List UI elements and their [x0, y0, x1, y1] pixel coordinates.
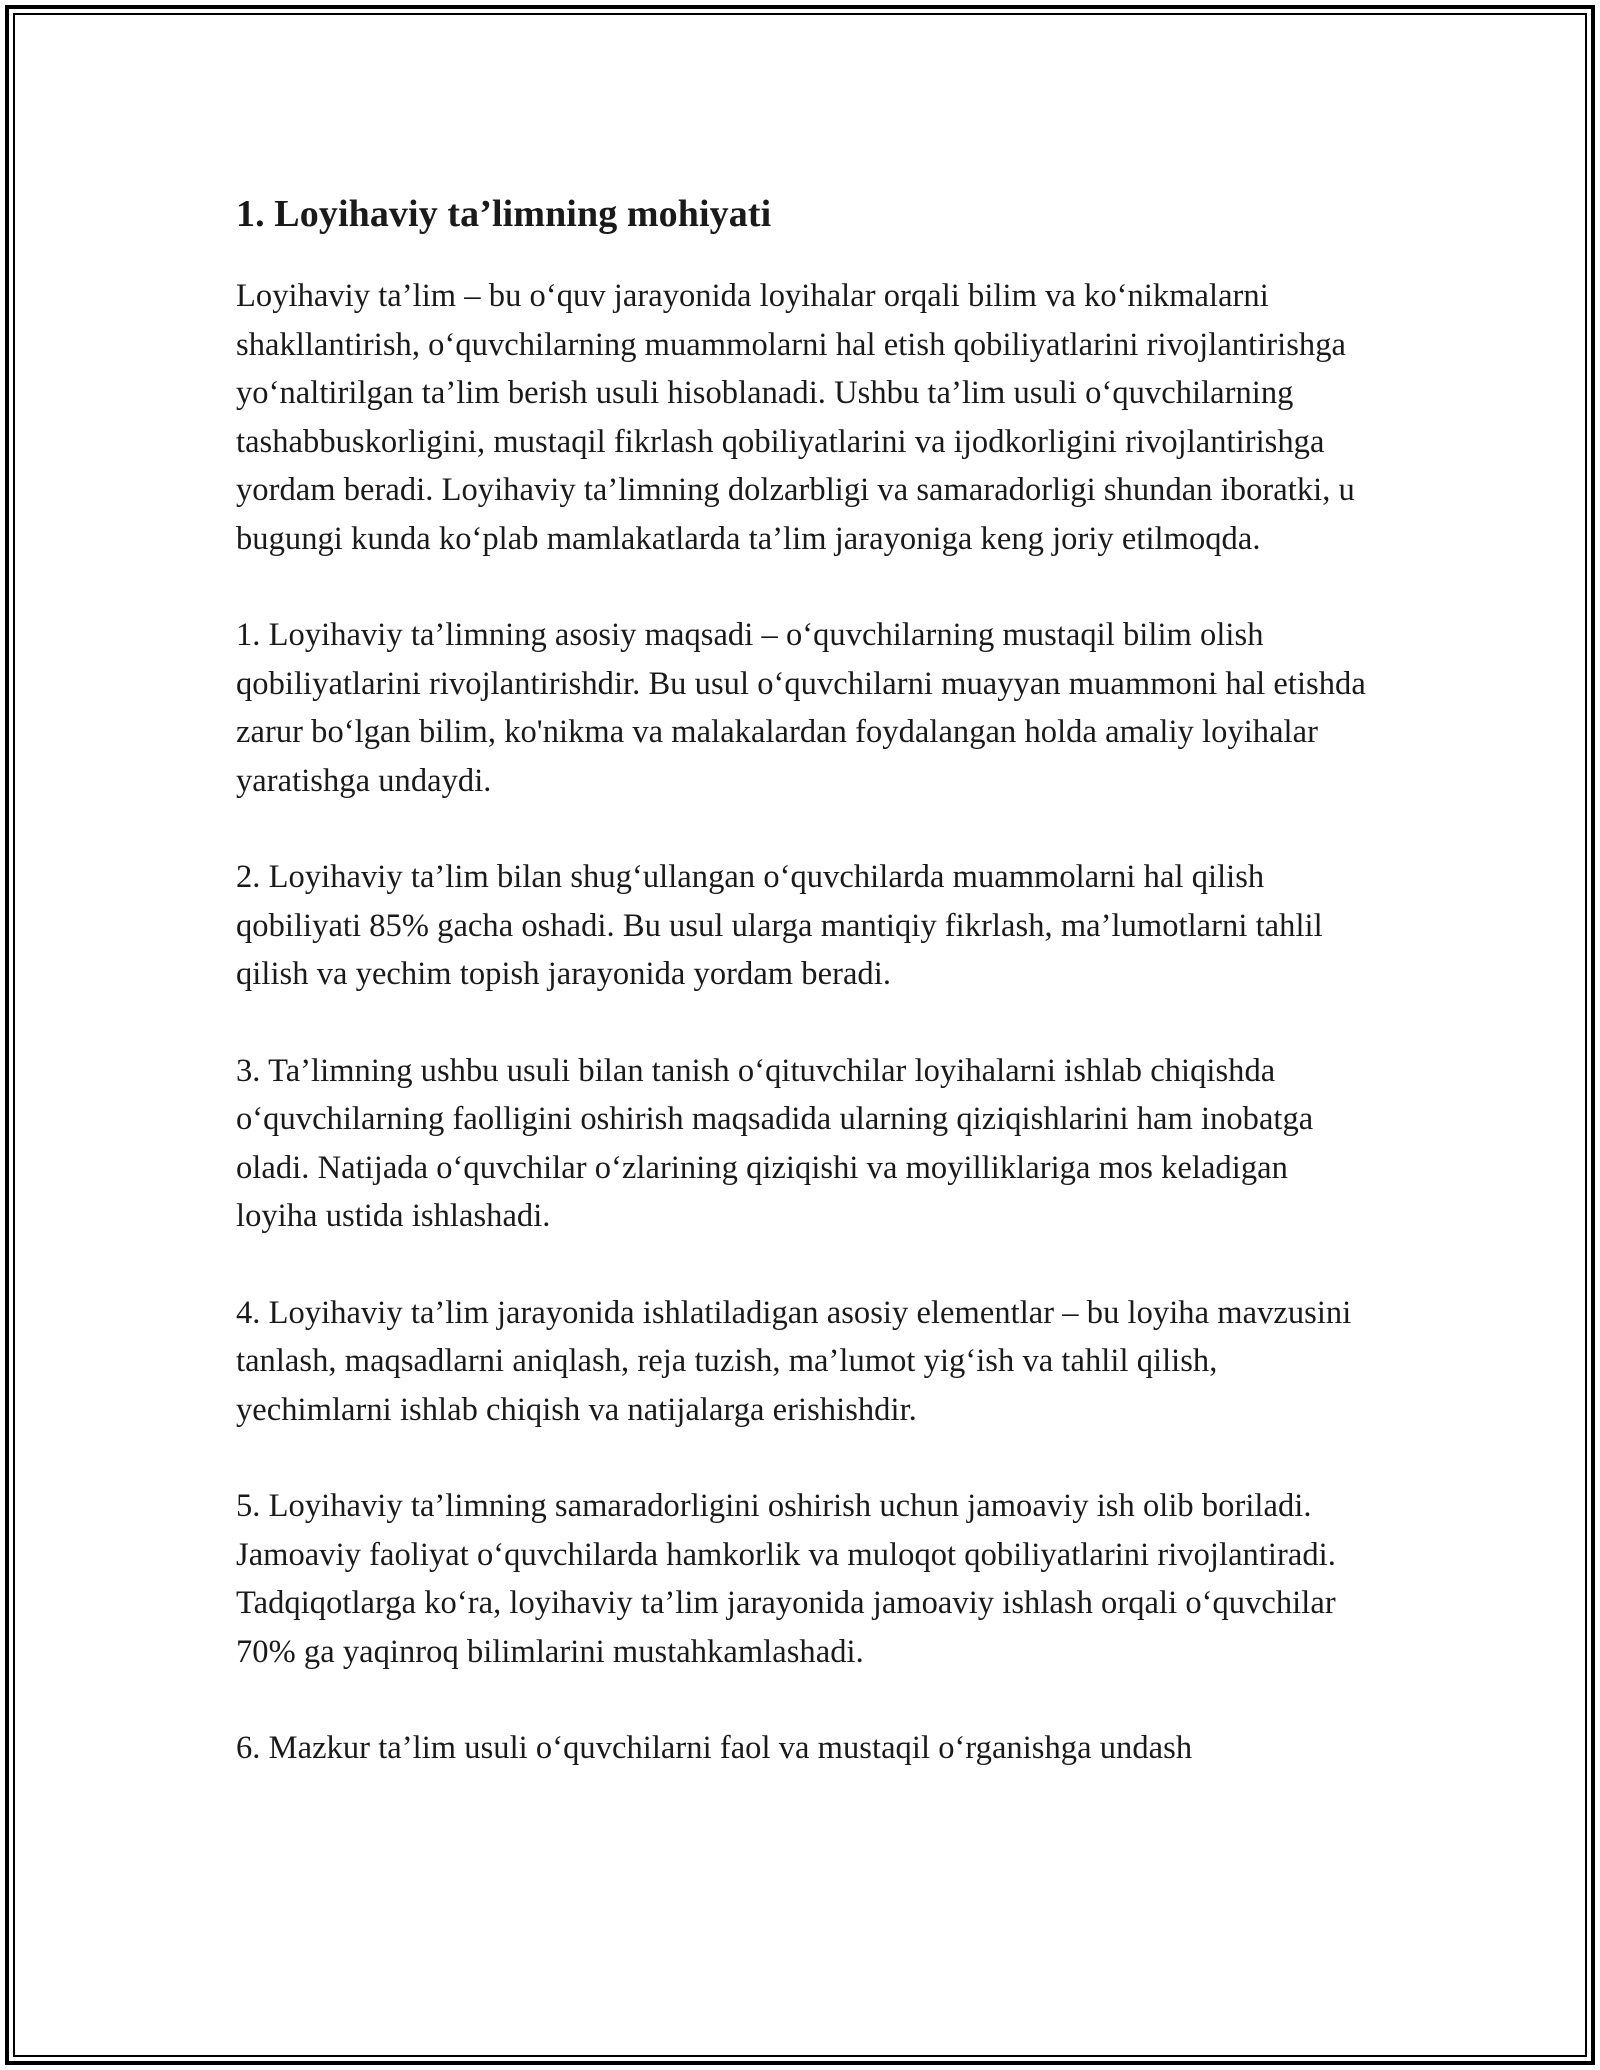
document-body [236, 188, 1366, 1821]
paragraph-point-3: 3. Ta’limning ushbu usuli bilan tanish o‘qituvchilar loyihalarni ishlab chiqishda o‘quvchilarning faolligini oshirish maqsadida ularning qiziqishlarini ham inobatga oladi. Natijada o‘quvchilar o‘zlarining qiziqishi va moyilliklariga mos keladigan loyiha ustida ishlashadi. [236, 1052, 1314, 1234]
paragraph-point-2: 2. Loyihaviy ta’lim bilan shug‘ullangan o‘quvchilarda muammolarni hal qilish qobiliyati 85% gacha oshadi. Bu usul ularga mantiqiy fikrlash, ma’lumotlarni tahlil qilish va yechim topish jarayonida yordam beradi. [236, 859, 1323, 992]
paragraph-point-6: 6. Mazkur ta’lim usuli o‘quvchilarni faol va mustaqil o‘rganishga undash [236, 1730, 1193, 1766]
section-heading: 1. Loyihaviy ta’limning mohiyati [236, 193, 772, 235]
paragraph-point-1: 1. Loyihaviy ta’limning asosiy maqsadi – o‘quvchilarning mustaqil bilim olish qobiliyatlarini rivojlantirishdir. Bu usul o‘quvchilarni muayyan muammoni hal etishda zarur bo‘lgan bilim, ko'nikma va malakalardan foydalangan holda amaliy loyihalar yaratishga undaydi. [236, 617, 1366, 799]
paragraph-point-5: 5. Loyihaviy ta’limning samaradorligini oshirish uchun jamoaviy ish olib boriladi. Jamoaviy faoliyat o‘quvchilarda hamkorlik va muloqot qobiliyatlarini rivojlantiradi. Tadqiqotlarga ko‘ra, loyihaviy ta’lim jarayonida jamoaviy ishlash orqali o‘quvchilar 70% ga yaqinroq bilimlarini mustahkamlashadi. [236, 1488, 1336, 1670]
intro-paragraph: Loyihaviy ta’lim – bu o‘quv jarayonida loyihalar orqali bilim va ko‘nikmalarni shakllantirish, o‘quvchilarning muammolarni hal etish qobiliyatlarini rivojlantirishga yo‘naltirilgan ta’lim berish usuli hisoblanadi. Ushbu ta’lim usuli o‘quvchilarning tashabbuskorligini, mustaqil fikrlash qobiliyatlarini va ijodkorligini rivojlantirishga yordam beradi. Loyihaviy ta’limning dolzarbligi va samaradorligi shundan iboratki, u bugungi kunda ko‘plab mamlakatlarda ta’lim jarayoniga keng joriy etilmoqda. [236, 278, 1355, 557]
paragraph-point-4: 4. Loyihaviy ta’lim jarayonida ishlatiladigan asosiy elementlar – bu loyiha mavzusini tanlash, maqsadlarni aniqlash, reja tuzish, ma’lumot yig‘ish va tahlil qilish, yechimlarni ishlab chiqish va natijalarga erishishdir. [236, 1294, 1352, 1428]
